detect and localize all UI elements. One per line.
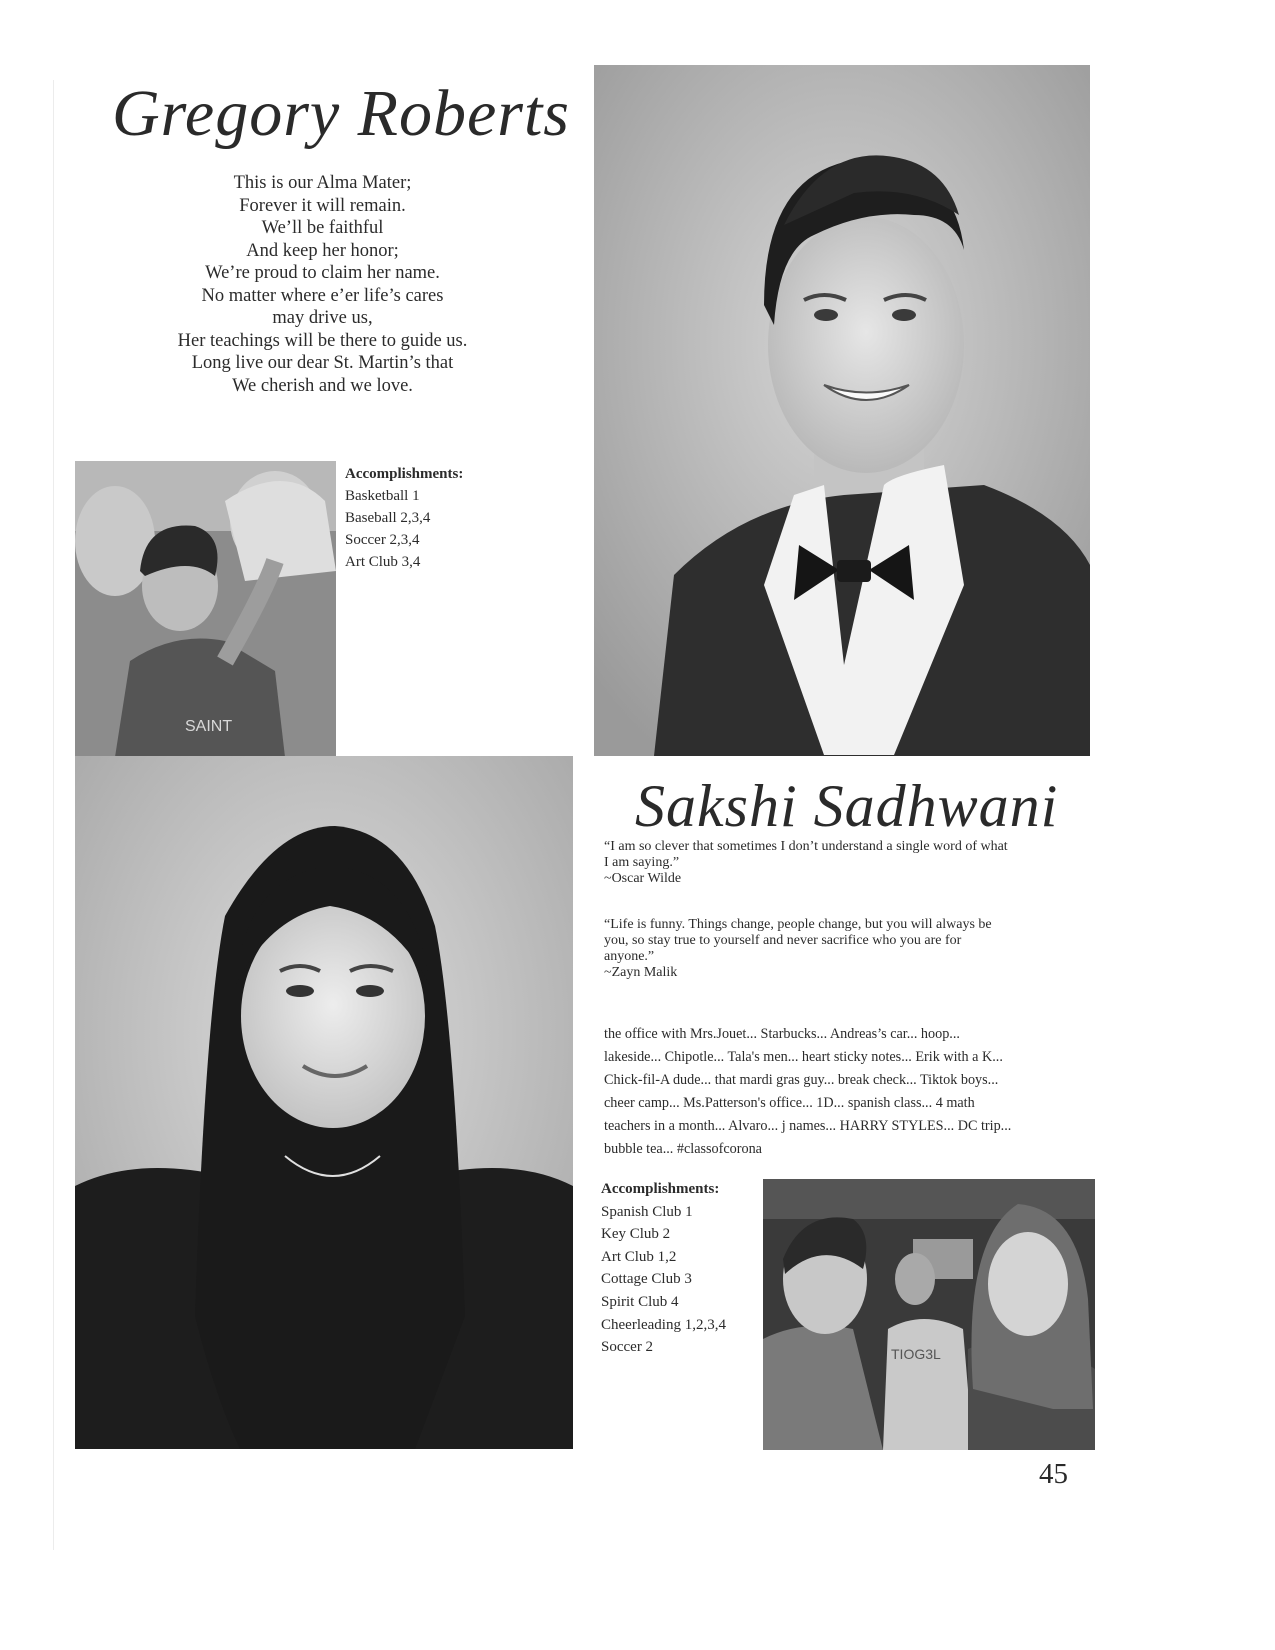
gregory-candid-photo xyxy=(75,461,336,757)
accomplishments-heading: Accomplishments: xyxy=(601,1181,720,1197)
quote-author: ~Zayn Malik xyxy=(604,965,678,980)
accomplishment-item: Basketball 1 xyxy=(345,488,420,504)
poem-line: may drive us, xyxy=(272,308,373,328)
memories-line: lakeside... Chipotle... Tala's men... heart sticky notes... Erik with a K... xyxy=(604,1049,1003,1065)
memories-line: Chick-fil-A dude... that mardi gras guy... break check... Tiktok boys... xyxy=(604,1072,999,1088)
quote-author: ~Oscar Wilde xyxy=(604,871,682,886)
accomplishment-item: Key Club 2 xyxy=(601,1226,671,1243)
poem-line: No matter where e’er life’s cares xyxy=(201,285,444,306)
accomplishment-item: Spirit Club 4 xyxy=(601,1293,679,1310)
poem-line: This is our Alma Mater; xyxy=(233,173,412,193)
poem-line: We’re proud to claim her name. xyxy=(205,263,440,283)
poem-line: We’ll be faithful xyxy=(261,218,384,238)
accomplishment-item: Art Club 3,4 xyxy=(345,554,421,570)
quote-line: I am saying.” xyxy=(604,855,680,870)
accomplishment-item: Soccer 2 xyxy=(601,1339,654,1356)
accomplishment-item: Spanish Club 1 xyxy=(601,1203,693,1220)
senior-quotes xyxy=(604,839,1084,981)
poem-line: Forever it will remain. xyxy=(239,195,406,216)
poem-line: And keep her honor; xyxy=(246,240,399,261)
accomplishments-gregory xyxy=(345,463,463,573)
poem-line: Her teachings will be there to guide us. xyxy=(177,330,468,351)
student-name-sakshi: Sakshi Sadhwani xyxy=(635,773,1059,839)
accomplishment-item: Cottage Club 3 xyxy=(601,1271,692,1288)
quote-line: anyone.” xyxy=(604,949,655,964)
poem-line: We cherish and we love. xyxy=(232,375,413,396)
accomplishment-item: Art Club 1,2 xyxy=(601,1248,677,1265)
memories-list xyxy=(604,1023,1084,1161)
alma-mater-poem xyxy=(145,172,500,397)
memories-line: the office with Mrs.Jouet... Starbucks... Andreas’s car... hoop... xyxy=(604,1026,960,1042)
accomplishments-sakshi xyxy=(601,1178,726,1359)
quote-line: “Life is funny. Things change, people change, but you will always be xyxy=(604,917,992,932)
poem-line: Long live our dear St. Martin’s that xyxy=(191,353,454,373)
memories-line: teachers in a month... Alvaro... j names... HARRY STYLES... DC trip... xyxy=(604,1118,1012,1134)
quote-line: “I am so clever that sometimes I don’t understand a single word of what xyxy=(604,839,1008,854)
page-gutter-line xyxy=(53,80,54,1550)
student-name-gregory: Gregory Roberts xyxy=(112,77,570,150)
accomplishment-item: Cheerleading 1,2,3,4 xyxy=(601,1316,726,1333)
accomplishment-item: Baseball 2,3,4 xyxy=(345,510,431,526)
quote-line: you, so stay true to yourself and never sacrifice who you are for xyxy=(604,933,962,948)
memories-line: cheer camp... Ms.Patterson's office... 1D... spanish class... 4 math xyxy=(604,1095,975,1111)
sakshi-candid-photo xyxy=(763,1179,1095,1450)
memories-line: bubble tea... #classofcorona xyxy=(604,1141,762,1157)
candid-jersey-text: SAINT xyxy=(185,718,233,735)
accomplishment-item: Soccer 2,3,4 xyxy=(345,532,420,548)
page-number: 45 xyxy=(1039,1458,1068,1490)
sakshi-senior-portrait xyxy=(75,756,573,1449)
candid-shirt-text: TIOG3L xyxy=(891,1346,941,1362)
gregory-senior-portrait xyxy=(594,65,1090,756)
accomplishments-heading: Accomplishments: xyxy=(345,466,464,482)
